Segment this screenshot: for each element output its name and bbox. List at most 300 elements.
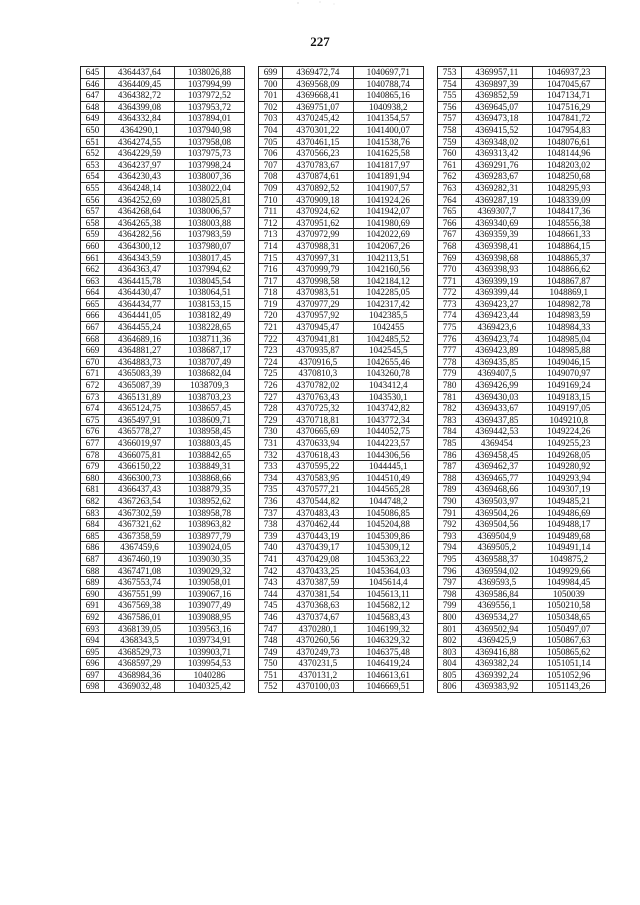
table-row [438, 542, 606, 554]
x-coordinate: 4370941,81 [283, 333, 353, 345]
point-number: 730 [259, 426, 283, 438]
table-row [81, 623, 245, 635]
point-number: 694 [81, 635, 105, 647]
x-coordinate: 4369435,85 [462, 356, 532, 368]
y-coordinate: 1040788,74 [353, 78, 423, 90]
point-number: 696 [81, 658, 105, 670]
point-number: 733 [259, 461, 283, 473]
x-coordinate: 4370374,67 [283, 611, 353, 623]
x-coordinate: 4364300,12 [105, 240, 175, 252]
x-coordinate: 4370998,58 [283, 275, 353, 287]
point-number: 692 [81, 611, 105, 623]
x-coordinate: 4369594,02 [462, 565, 532, 577]
x-coordinate: 4370951,62 [283, 217, 353, 229]
point-number: 801 [438, 623, 462, 635]
y-coordinate: 1047045,67 [532, 78, 605, 90]
x-coordinate: 4370439,17 [283, 542, 353, 554]
y-coordinate: 1038703,23 [175, 391, 245, 403]
point-number: 654 [81, 171, 105, 183]
x-coordinate: 4369504,9 [462, 530, 532, 542]
point-number: 805 [438, 669, 462, 681]
point-number: 747 [259, 623, 283, 635]
y-coordinate: 1041400,07 [353, 124, 423, 136]
table-row [81, 368, 245, 380]
table-row [81, 600, 245, 612]
point-number: 777 [438, 345, 462, 357]
point-number: 787 [438, 461, 462, 473]
table-row [438, 67, 606, 79]
point-number: 721 [259, 322, 283, 334]
table-row [438, 449, 606, 461]
table-row [81, 414, 245, 426]
y-coordinate: 1038879,35 [175, 484, 245, 496]
x-coordinate: 4370957,92 [283, 310, 353, 322]
table-row [81, 380, 245, 392]
point-number: 772 [438, 287, 462, 299]
point-number: 750 [259, 658, 283, 670]
point-number: 701 [259, 90, 283, 102]
y-coordinate: 1047841,72 [532, 113, 605, 125]
table-row [81, 611, 245, 623]
y-coordinate: 1038064,51 [175, 287, 245, 299]
x-coordinate: 4370544,82 [283, 495, 353, 507]
point-number: 647 [81, 90, 105, 102]
x-coordinate: 4369423,89 [462, 345, 532, 357]
point-number: 688 [81, 565, 105, 577]
x-coordinate: 4370977,29 [283, 298, 353, 310]
y-coordinate: 1046937,23 [532, 67, 605, 79]
x-coordinate: 4370924,62 [283, 206, 353, 218]
point-number: 718 [259, 287, 283, 299]
table-row [438, 148, 606, 160]
table-row [81, 449, 245, 461]
y-coordinate: 1050497,07 [532, 623, 605, 635]
y-coordinate: 1044306,56 [353, 449, 423, 461]
y-coordinate: 1049984,45 [532, 577, 605, 589]
y-coordinate: 1040286 [175, 669, 245, 681]
table-row [81, 310, 245, 322]
table-row [438, 403, 606, 415]
x-coordinate: 4369425,9 [462, 635, 532, 647]
y-coordinate: 1045309,86 [353, 530, 423, 542]
x-coordinate: 4364265,38 [105, 217, 175, 229]
x-coordinate: 4364441,05 [105, 310, 175, 322]
x-coordinate: 4368984,36 [105, 669, 175, 681]
point-number: 673 [81, 391, 105, 403]
x-coordinate: 4369291,76 [462, 159, 532, 171]
point-number: 686 [81, 542, 105, 554]
y-coordinate: 1038182,49 [175, 310, 245, 322]
y-coordinate: 1038958,78 [175, 507, 245, 519]
table-row [259, 113, 424, 125]
table-row [438, 356, 606, 368]
y-coordinate: 1042455 [353, 322, 423, 334]
point-number: 746 [259, 611, 283, 623]
y-coordinate: 1037994,99 [175, 78, 245, 90]
table-row [438, 275, 606, 287]
x-coordinate: 4370718,81 [283, 414, 353, 426]
x-coordinate: 4364268,64 [105, 206, 175, 218]
y-coordinate: 1048983,59 [532, 310, 605, 322]
y-coordinate: 1042160,56 [353, 264, 423, 276]
x-coordinate: 4366019,97 [105, 438, 175, 450]
point-number: 765 [438, 206, 462, 218]
x-coordinate: 4369423,6 [462, 322, 532, 334]
y-coordinate: 1038868,66 [175, 472, 245, 484]
x-coordinate: 4366075,81 [105, 449, 175, 461]
y-coordinate: 1046199,32 [353, 623, 423, 635]
x-coordinate: 4364282,56 [105, 229, 175, 241]
table-row [81, 206, 245, 218]
table-row [438, 333, 606, 345]
table-row [438, 240, 606, 252]
x-coordinate: 4367321,62 [105, 519, 175, 531]
x-coordinate: 4365083,39 [105, 368, 175, 380]
y-coordinate: 1037958,08 [175, 136, 245, 148]
y-coordinate: 1042113,51 [353, 252, 423, 264]
table-row [81, 171, 245, 183]
table-row [259, 229, 424, 241]
x-coordinate: 4369502,94 [462, 623, 532, 635]
point-number: 767 [438, 229, 462, 241]
y-coordinate: 1039903,71 [175, 646, 245, 658]
y-coordinate: 1042317,42 [353, 298, 423, 310]
y-coordinate: 1037953,72 [175, 101, 245, 113]
x-coordinate: 4369751,07 [283, 101, 353, 113]
x-coordinate: 4369437,85 [462, 414, 532, 426]
x-coordinate: 4369472,74 [283, 67, 353, 79]
x-coordinate: 4370368,63 [283, 600, 353, 612]
x-coordinate: 4369426,99 [462, 380, 532, 392]
point-number: 671 [81, 368, 105, 380]
x-coordinate: 4369423,44 [462, 310, 532, 322]
y-coordinate: 1050039 [532, 588, 605, 600]
table-row [81, 495, 245, 507]
y-coordinate: 1050210,58 [532, 600, 605, 612]
point-number: 728 [259, 403, 283, 415]
table-row [81, 298, 245, 310]
y-coordinate: 1037994,62 [175, 264, 245, 276]
y-coordinate: 1040865,16 [353, 90, 423, 102]
point-number: 781 [438, 391, 462, 403]
table-row [259, 310, 424, 322]
x-coordinate: 4370280,1 [283, 623, 353, 635]
point-number: 705 [259, 136, 283, 148]
table-row [438, 635, 606, 647]
point-number: 664 [81, 287, 105, 299]
y-coordinate: 1042485,52 [353, 333, 423, 345]
table-row [438, 136, 606, 148]
x-coordinate: 4369340,69 [462, 217, 532, 229]
y-coordinate: 1038709,3 [175, 380, 245, 392]
table-row [259, 495, 424, 507]
x-coordinate: 4370782,02 [283, 380, 353, 392]
point-number: 720 [259, 310, 283, 322]
point-number: 649 [81, 113, 105, 125]
y-coordinate: 1045364,03 [353, 565, 423, 577]
point-number: 790 [438, 495, 462, 507]
table-row [438, 287, 606, 299]
table-row [438, 298, 606, 310]
table-row [259, 681, 424, 693]
table-row [81, 565, 245, 577]
point-number: 796 [438, 565, 462, 577]
x-coordinate: 4369282,31 [462, 182, 532, 194]
x-coordinate: 4364248,14 [105, 182, 175, 194]
y-coordinate: 1038842,65 [175, 449, 245, 461]
x-coordinate: 4369398,41 [462, 240, 532, 252]
y-coordinate: 1051051,14 [532, 658, 605, 670]
y-coordinate: 1041942,07 [353, 206, 423, 218]
y-coordinate: 1039734,91 [175, 635, 245, 647]
table-row [81, 553, 245, 565]
y-coordinate: 1048869,1 [532, 287, 605, 299]
x-coordinate: 4370618,43 [283, 449, 353, 461]
table-row [438, 171, 606, 183]
table-row [259, 519, 424, 531]
x-coordinate: 4365087,39 [105, 380, 175, 392]
table-row [81, 124, 245, 136]
x-coordinate: 4369588,37 [462, 553, 532, 565]
coordinates-table-1 [80, 66, 245, 693]
point-number: 763 [438, 182, 462, 194]
table-row [259, 611, 424, 623]
table-row [81, 287, 245, 299]
table-row [438, 206, 606, 218]
x-coordinate: 4369416,88 [462, 646, 532, 658]
point-number: 776 [438, 333, 462, 345]
x-coordinate: 4370810,3 [283, 368, 353, 380]
table-row [259, 264, 424, 276]
y-coordinate: 1049268,05 [532, 449, 605, 461]
table-row [259, 635, 424, 647]
y-coordinate: 1048339,09 [532, 194, 605, 206]
x-coordinate: 4367358,59 [105, 530, 175, 542]
table-row [438, 600, 606, 612]
x-coordinate: 4367459,6 [105, 542, 175, 554]
table-row [81, 67, 245, 79]
point-number: 774 [438, 310, 462, 322]
point-number: 665 [81, 298, 105, 310]
y-coordinate: 1048985,88 [532, 345, 605, 357]
point-number: 761 [438, 159, 462, 171]
point-number: 786 [438, 449, 462, 461]
point-number: 712 [259, 217, 283, 229]
point-number: 680 [81, 472, 105, 484]
y-coordinate: 1040938,2 [353, 101, 423, 113]
x-coordinate: 4370595,22 [283, 461, 353, 473]
y-coordinate: 1041891,94 [353, 171, 423, 183]
point-number: 715 [259, 252, 283, 264]
x-coordinate: 4367460,19 [105, 553, 175, 565]
point-number: 788 [438, 472, 462, 484]
x-coordinate: 4370443,19 [283, 530, 353, 542]
table-row [438, 182, 606, 194]
x-coordinate: 4366150,22 [105, 461, 175, 473]
x-coordinate: 4366300,73 [105, 472, 175, 484]
table-row [438, 252, 606, 264]
point-number: 745 [259, 600, 283, 612]
x-coordinate: 4369382,24 [462, 658, 532, 670]
table-row [259, 542, 424, 554]
point-number: 802 [438, 635, 462, 647]
point-number: 783 [438, 414, 462, 426]
x-coordinate: 4364343,59 [105, 252, 175, 264]
x-coordinate: 4369348,02 [462, 136, 532, 148]
table-row [259, 356, 424, 368]
table-row [81, 461, 245, 473]
x-coordinate: 4369454 [462, 438, 532, 450]
point-number: 771 [438, 275, 462, 287]
x-coordinate: 4364415,78 [105, 275, 175, 287]
x-coordinate: 4369505,2 [462, 542, 532, 554]
point-number: 660 [81, 240, 105, 252]
x-coordinate: 4369383,92 [462, 681, 532, 693]
y-coordinate: 1044510,49 [353, 472, 423, 484]
y-coordinate: 1048866,62 [532, 264, 605, 276]
x-coordinate: 4370433,25 [283, 565, 353, 577]
table-row [259, 426, 424, 438]
y-coordinate: 1038006,57 [175, 206, 245, 218]
y-coordinate: 1047516,29 [532, 101, 605, 113]
y-coordinate: 1040325,42 [175, 681, 245, 693]
table-row [81, 333, 245, 345]
point-number: 779 [438, 368, 462, 380]
point-number: 662 [81, 264, 105, 276]
x-coordinate: 4370260,56 [283, 635, 353, 647]
point-number: 753 [438, 67, 462, 79]
table-row [438, 194, 606, 206]
page-number: 227 [310, 34, 330, 49]
x-coordinate: 4369423,74 [462, 333, 532, 345]
point-number: 799 [438, 600, 462, 612]
point-number: 748 [259, 635, 283, 647]
point-number: 651 [81, 136, 105, 148]
table-row [438, 426, 606, 438]
table-row [81, 345, 245, 357]
y-coordinate: 1049197,05 [532, 403, 605, 415]
point-number: 713 [259, 229, 283, 241]
point-number: 752 [259, 681, 283, 693]
point-number: 661 [81, 252, 105, 264]
y-coordinate: 1049491,14 [532, 542, 605, 554]
x-coordinate: 4364363,47 [105, 264, 175, 276]
point-number: 723 [259, 345, 283, 357]
point-number: 698 [81, 681, 105, 693]
table-row [81, 148, 245, 160]
x-coordinate: 4369465,77 [462, 472, 532, 484]
point-number: 756 [438, 101, 462, 113]
table-row [81, 530, 245, 542]
x-coordinate: 4370983,51 [283, 287, 353, 299]
x-coordinate: 4370892,52 [283, 182, 353, 194]
table-row [438, 565, 606, 577]
point-number: 736 [259, 495, 283, 507]
table-row [81, 240, 245, 252]
point-number: 674 [81, 403, 105, 415]
x-coordinate: 4367551,99 [105, 588, 175, 600]
table-row [259, 159, 424, 171]
y-coordinate: 1038682,04 [175, 368, 245, 380]
table-row [81, 229, 245, 241]
y-coordinate: 1038045,54 [175, 275, 245, 287]
point-number: 727 [259, 391, 283, 403]
point-number: 806 [438, 681, 462, 693]
y-coordinate: 1045613,11 [353, 588, 423, 600]
table-row [81, 507, 245, 519]
point-number: 793 [438, 530, 462, 542]
table-row [438, 495, 606, 507]
point-number: 762 [438, 171, 462, 183]
point-number: 679 [81, 461, 105, 473]
y-coordinate: 1037980,07 [175, 240, 245, 252]
x-coordinate: 4370100,03 [283, 681, 353, 693]
point-number: 650 [81, 124, 105, 136]
y-coordinate: 1045682,12 [353, 600, 423, 612]
y-coordinate: 1046329,32 [353, 635, 423, 647]
table-row [81, 113, 245, 125]
table-row [259, 171, 424, 183]
table-row [438, 530, 606, 542]
point-number: 737 [259, 507, 283, 519]
table-row [259, 78, 424, 90]
point-number: 702 [259, 101, 283, 113]
y-coordinate: 1041354,57 [353, 113, 423, 125]
point-number: 757 [438, 113, 462, 125]
point-number: 732 [259, 449, 283, 461]
point-number: 800 [438, 611, 462, 623]
point-number: 678 [81, 449, 105, 461]
y-coordinate: 1040697,71 [353, 67, 423, 79]
table-row [259, 298, 424, 310]
point-number: 792 [438, 519, 462, 531]
x-coordinate: 4364252,69 [105, 194, 175, 206]
table-row [259, 182, 424, 194]
y-coordinate: 1037998,24 [175, 159, 245, 171]
y-coordinate: 1048250,68 [532, 171, 605, 183]
point-number: 716 [259, 264, 283, 276]
x-coordinate: 4370461,15 [283, 136, 353, 148]
x-coordinate: 4370909,18 [283, 194, 353, 206]
y-coordinate: 1046419,24 [353, 658, 423, 670]
x-coordinate: 4370972,99 [283, 229, 353, 241]
table-row [259, 472, 424, 484]
x-coordinate: 4364237,97 [105, 159, 175, 171]
y-coordinate: 1037983,59 [175, 229, 245, 241]
x-coordinate: 4369503,97 [462, 495, 532, 507]
y-coordinate: 1039954,53 [175, 658, 245, 670]
table-row [259, 414, 424, 426]
y-coordinate: 1038711,36 [175, 333, 245, 345]
x-coordinate: 4364274,55 [105, 136, 175, 148]
point-number: 739 [259, 530, 283, 542]
y-coordinate: 1049046,15 [532, 356, 605, 368]
table-row [438, 159, 606, 171]
x-coordinate: 4364430,47 [105, 287, 175, 299]
y-coordinate: 1049488,17 [532, 519, 605, 531]
table-row [81, 438, 245, 450]
point-number: 697 [81, 669, 105, 681]
x-coordinate: 4370231,5 [283, 658, 353, 670]
point-number: 755 [438, 90, 462, 102]
table-row [438, 658, 606, 670]
x-coordinate: 4368529,73 [105, 646, 175, 658]
x-coordinate: 4369398,68 [462, 252, 532, 264]
table-row [259, 588, 424, 600]
table-row [81, 519, 245, 531]
table-row [438, 519, 606, 531]
y-coordinate: 1049255,23 [532, 438, 605, 450]
